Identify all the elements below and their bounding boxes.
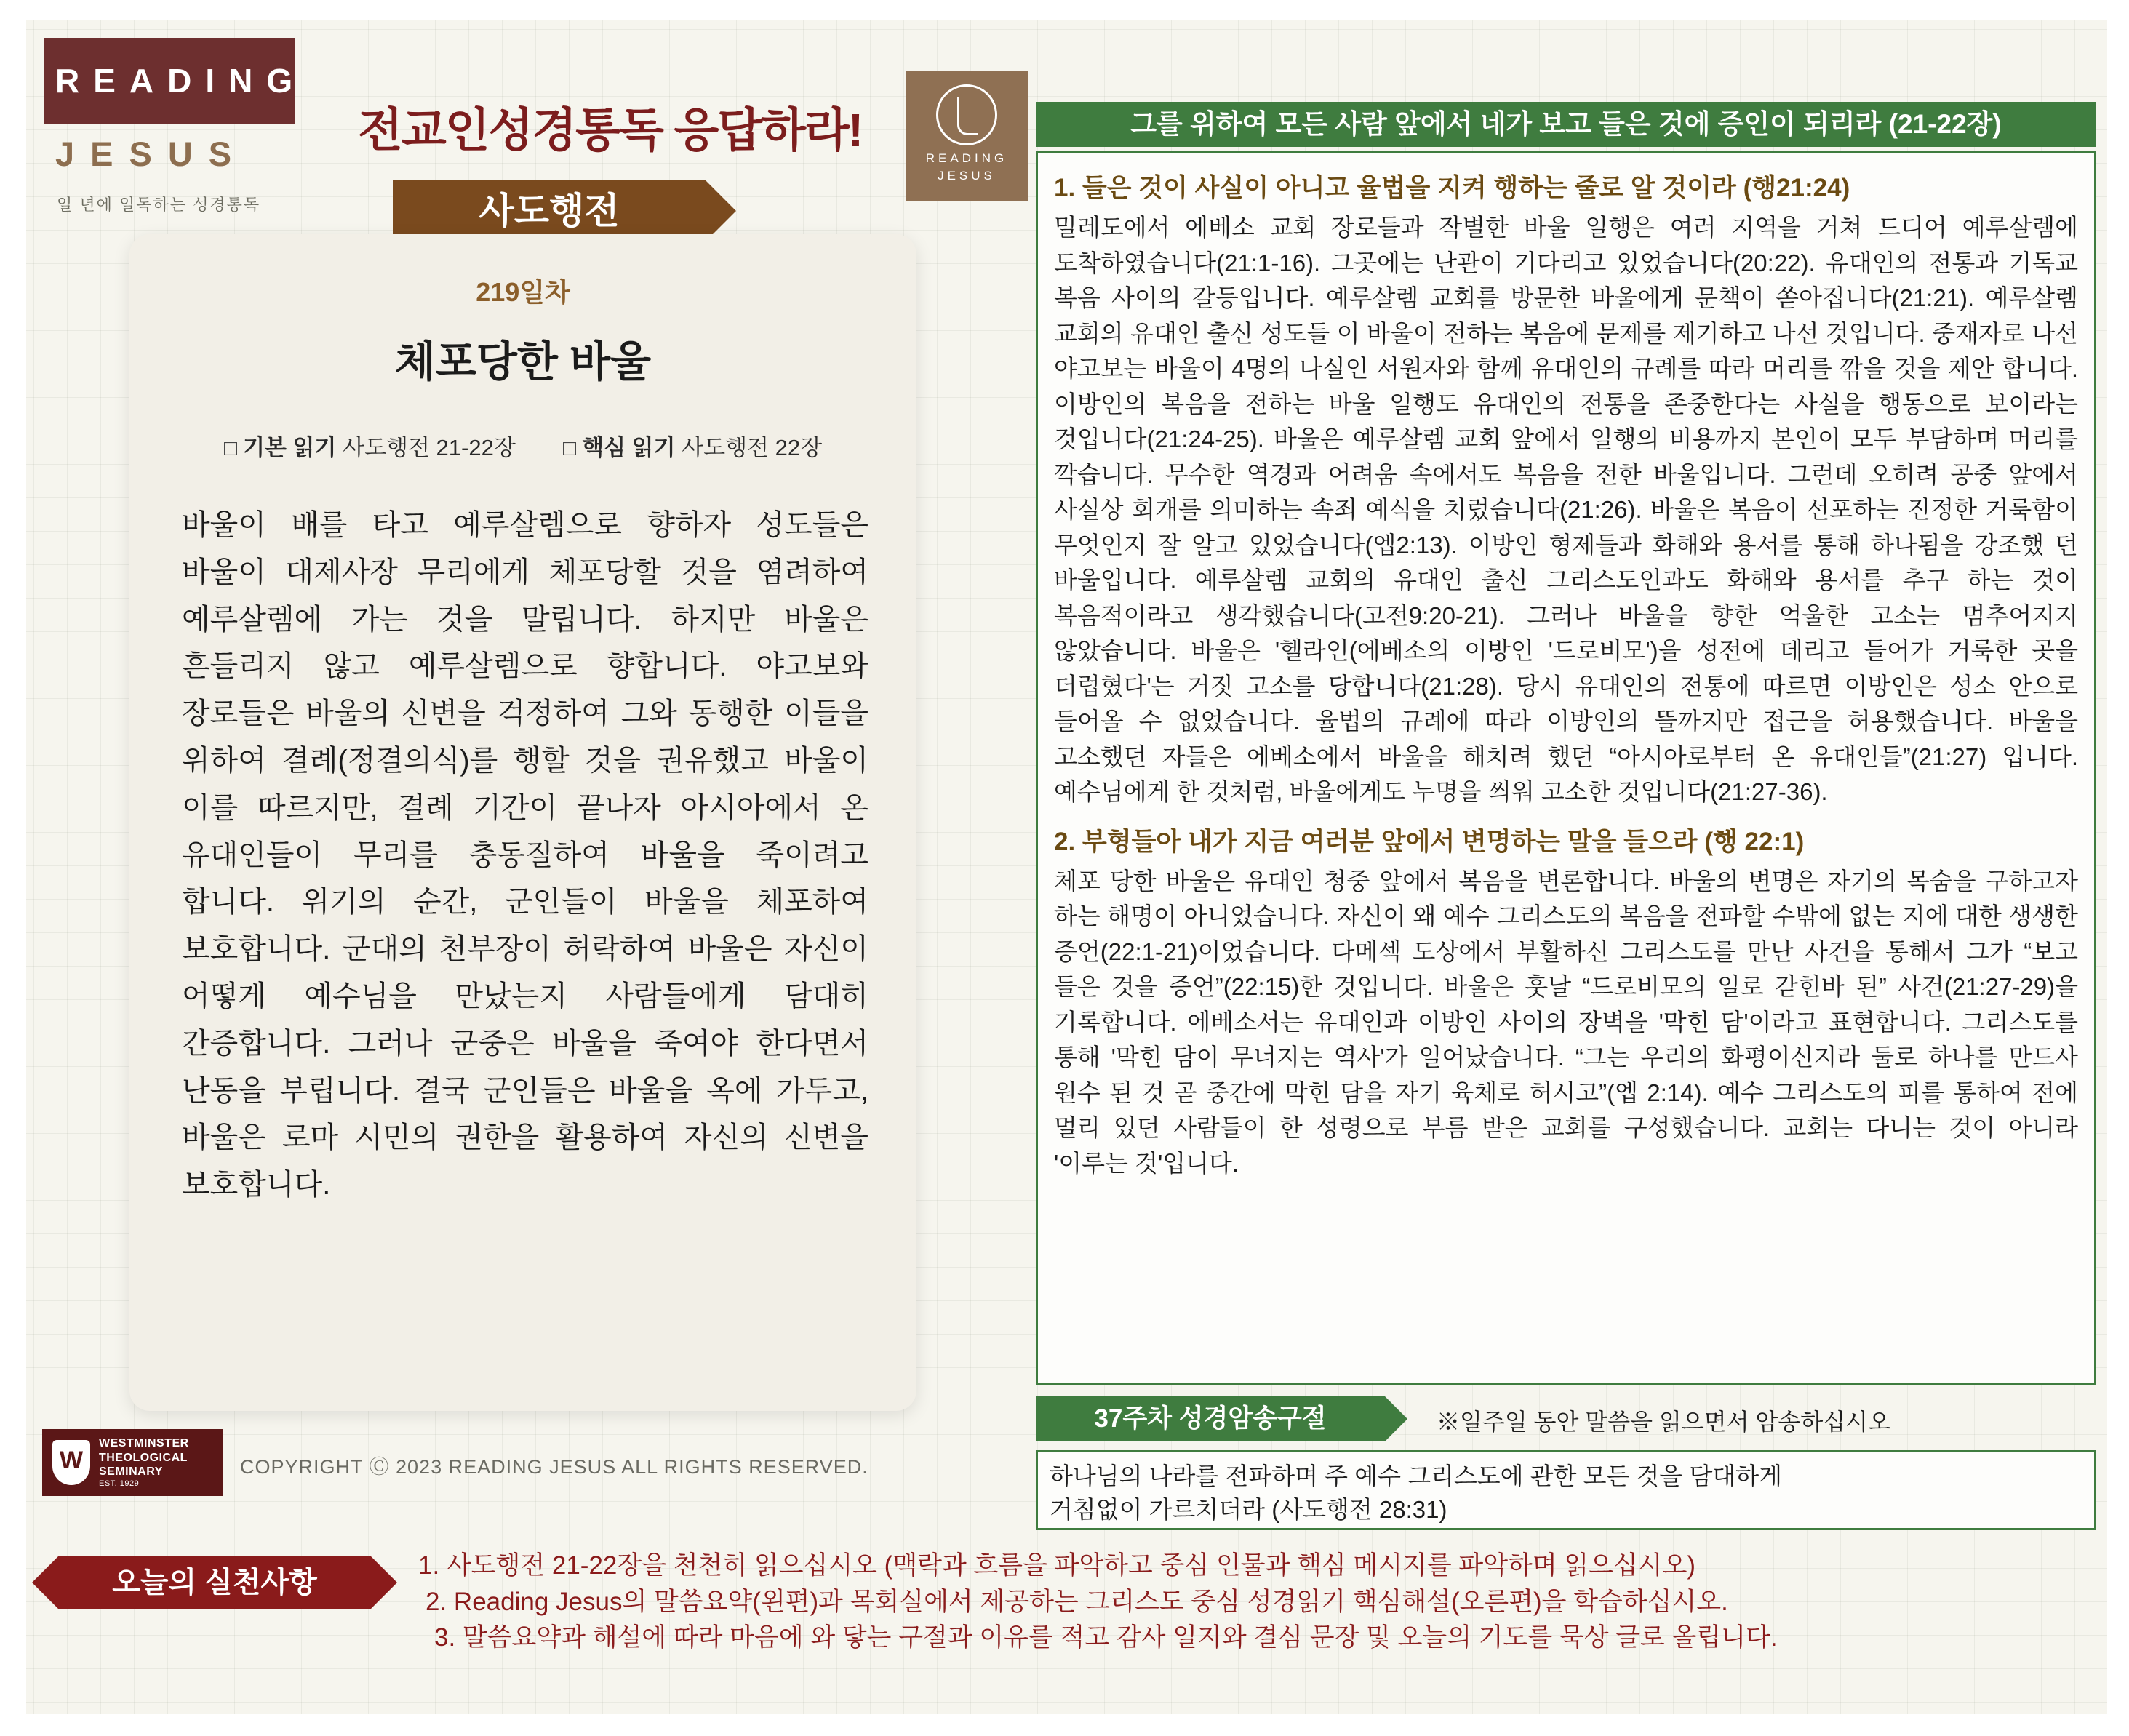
commentary-section-1-title: 1. 들은 것이 사실이 아니고 율법을 지켜 행하는 줄로 알 것이라 (행21:24) [1054, 174, 1850, 202]
core-reading-value: 사도행전 22장 [682, 435, 823, 460]
basic-reading-label: 기본 읽기 [243, 435, 337, 460]
commentary-section-2-title: 2. 부형들아 내가 지금 여러분 앞에서 변명하는 말을 들으라 (행 22:1) [1054, 827, 1805, 856]
seminary-line2: THEOLOGICAL [99, 1451, 188, 1464]
basic-reading-checkbox[interactable]: □ [223, 436, 238, 460]
basic-reading-value: 사도행전 21-22장 [343, 435, 516, 460]
memory-verse-line1: 하나님의 나라를 전파하며 주 예수 그리스도에 관한 모든 것을 담대하게 [1050, 1463, 1782, 1489]
reading-plan-row [129, 429, 916, 462]
day-counter: 219일차 [476, 277, 570, 307]
brand-logo-reading: READING [44, 38, 295, 124]
seminary-line1: WESTMINSTER [99, 1437, 189, 1450]
practice-tab-label: 오늘의 실천사항 [112, 1567, 317, 1599]
memory-verse-line2: 거침없이 가르치더라 (사도행전 28:31) [1050, 1496, 1447, 1524]
seminary-name [99, 1436, 189, 1489]
mark-label-jesus: JESUS [938, 169, 996, 183]
page-margin-top [0, 0, 2129, 20]
memory-verse-note: ※일주일 동안 말씀을 읽으면서 암송하십시오 [1437, 1409, 1890, 1435]
memory-verse-box [1036, 1450, 2096, 1530]
practice-tab [58, 1556, 371, 1609]
practice-item-1: 1. 사도행전 21-22장을 천천히 읽으십시오 (맥락과 흐름을 파악하고 중심 인물과 핵심 메시지를 파악하며 읽으십시오) [418, 1551, 1696, 1580]
page-margin-right [2107, 0, 2129, 1736]
reading-jesus-mark [906, 71, 1028, 201]
hook-icon [936, 84, 997, 145]
brand-logo [44, 38, 307, 234]
book-tab-label: 사도행전 [479, 191, 620, 231]
copyright-text: COPYRIGHT Ⓒ 2023 READING JESUS ALL RIGHTS RESERVED. [240, 1456, 868, 1478]
commentary-section-1-body: 밀레도에서 에베소 교회 장로들과 작별한 바울 일행은 여러 지역을 거쳐 드디어 예루살렘에 도착하였습니다(21:1-16). 그곳에는 난관이 기다리고 있었습니다(20:22). 유대인의 전통과 기독교 복음 사이의 갈등입니다. 예루살렘 교회를 방문한 바울에게 문책이 쏟아집니다(21:21). 예루살렘 교회의 유대인 출신 성도들 이 바울이 전하는 복음에 문제를 제기하고 나선 것입니다. 중재자로 나선 야고보는 바울이 4명의 나실인 서원자와 함께 유대인의 규례를 따라 머리를 깎을 것을 제안 합니다. 이방인의 복음을 전하는 바울 일행도 유대인의 전통을 존중한다는 사실을 행동으로 보이라는 것입니다(21:24-25). 바울은 예루살렘 교회 앞에서 일행의 비용까지 본인이 모두 부담하며 머리를 깍습니다. 무수한 역경과 어려움 속에서도 복음을 전한 바울입니다. 그런데 오히려 공중 앞에서 사실상 회개를 의미하는 속죄 예식을 치렀습니다(21:26). 바울은 복음이 선포하는 진정한 거룩함이 무엇인지 잘 알고 있었습니다(엡2:13). 이방인 형제들과 화해와 용서를 통해 하나됨을 강조했 던 바울입니다. 예루살렘 교회의 유대인 출신 그리스도인과도 화해와 용서를 추구 하는 것이 복음적이라고 생각했습니다(고전9:20-21). 그러나 바울을 향한 억울한 고소는 멈추어지지 않았습니다. 바울은 '헬라인(에베소의 이방인 '드로비모')을 성전에 데리고 들어가 거룩한 곳을 더럽혔다'는 거짓 고소를 당합니다(21:28). 당시 유대인의 전통에 따르면 이방인은 성소 안으로 들어올 수 없었습니다. 율법의 규례에 따라 이방인의 뜰까지만 접근을 허용했습니다. 바울을 고소했던 자들은 에베소에서 바울을 해치려 했던 “아시아로부터 온 유대인들”(21:27) 입니다. 예수님에게 한 것처럼, 바울에게도 누명을 씌워 고소한 것입니다(21:27-36). [1054, 214, 2078, 805]
page-title: 전교인성경통독 응답하라! [358, 104, 863, 156]
practice-list [418, 1548, 2091, 1656]
seminary-seal [42, 1429, 223, 1496]
seminary-est: EST. 1929 [99, 1479, 140, 1488]
practice-item-3: 3. 말씀요약과 해설에 따라 마음에 와 닿는 구절과 이유를 적고 감사 일지와 결심 문장 및 오늘의 기도를 묵상 글로 올립니다. [434, 1623, 1778, 1652]
practice-item-2: 2. Reading Jesus의 말씀요약(왼편)과 목회실에서 제공하는 그리스도 중심 성경읽기 핵심해설(오른편)을 학습하십시오. [426, 1587, 1728, 1616]
core-reading-label: 핵심 읽기 [582, 435, 676, 460]
book-tab [393, 180, 706, 241]
brand-logo-subtitle: 일 년에 일독하는 성경통독 [57, 196, 261, 214]
commentary-box [1036, 151, 2096, 1385]
commentary-header: 그를 위하여 모든 사람 앞에서 네가 보고 들은 것에 증인이 되리라 (21-22장) [1036, 102, 2096, 147]
shield-icon: W [52, 1440, 90, 1485]
commentary-section-2-body: 체포 당한 바울은 유대인 청중 앞에서 복음을 변론합니다. 바울의 변명은 자기의 목숨을 구하고자 하는 해명이 아니었습니다. 자신이 왜 예수 그리스도의 복음을 전파할 수밖에 없는 지에 대한 생생한 증언(22:1-21)이었습니다. 다메섹 도상에서 부활하신 그리스도를 만난 사건을 통해서 그가 “보고 들은 것을 증언”(22:15)한 것입니다. 바울은 훗날 “드로비모의 일로 갇힌바 된” 사건(21:27-29)을 기록합니다. 에베소서는 유대인과 이방인 사이의 장벽을 '막힌 담'이라고 표현합니다. 그리스도를 통해 '막힌 담이 무너지는 역사'가 일어났습니다. “그는 우리의 화평이신지라 둘로 하나를 만드사 원수 된 것 곧 중간에 막힌 담을 자기 육체로 허시고”(엡 2:14). 예수 그리스도의 피를 통하여 전에 멀리 있던 사람들이 한 성령으로 부름 받은 교회를 구성했습니다. 교회는 다니는 것이 아니라 '이루는 것'입니다. [1054, 867, 2078, 1177]
summary-body-text: 바울이 배를 타고 예루살렘으로 향하자 성도들은 바울이 대제사장 무리에게 체포당할 것을 염려하여 예루살렘에 가는 것을 말립니다. 하지만 바울은 흔들리지 않고 예루살렘으로 향합니다. 야고보와 장로들은 바울의 신변을 걱정하여 그와 동행한 이들을 위하여 결례(정결의식)를 행할 것을 권유했고 바울이 이를 따르지만, 결례 기간이 끝나자 아시아에서 온 유대인들이 무리를 충동질하여 바울을 죽이려고 합니다. 위기의 순간, 군인들이 바울을 체포하여 보호합니다. 군대의 천부장이 허락하여 바울은 자신이 어떻게 예수님을 만났는지 사람들에게 담대히 간증합니다. 그러나 군중은 바울을 죽여야 한다면서 난동을 부립니다. 결국 군인들은 바울을 옥에 가두고, 바울은 로마 시민의 권한을 활용하여 자신의 신변을 보호합니다. [182, 509, 868, 1201]
core-reading-checkbox[interactable]: □ [563, 436, 577, 460]
seminary-line3: SEMINARY [99, 1465, 163, 1479]
lesson-title: 체포당한 바울 [394, 338, 652, 385]
page-margin-left [0, 0, 26, 1736]
memory-verse-tab-label: 37주차 성경암송구절 [1094, 1404, 1327, 1433]
page-margin-bottom [0, 1714, 2129, 1736]
memory-verse-tab [1036, 1396, 1385, 1441]
mark-label-reading: READING [925, 151, 1008, 165]
brand-logo-jesus: JESUS [55, 135, 248, 173]
summary-card [129, 234, 916, 1411]
